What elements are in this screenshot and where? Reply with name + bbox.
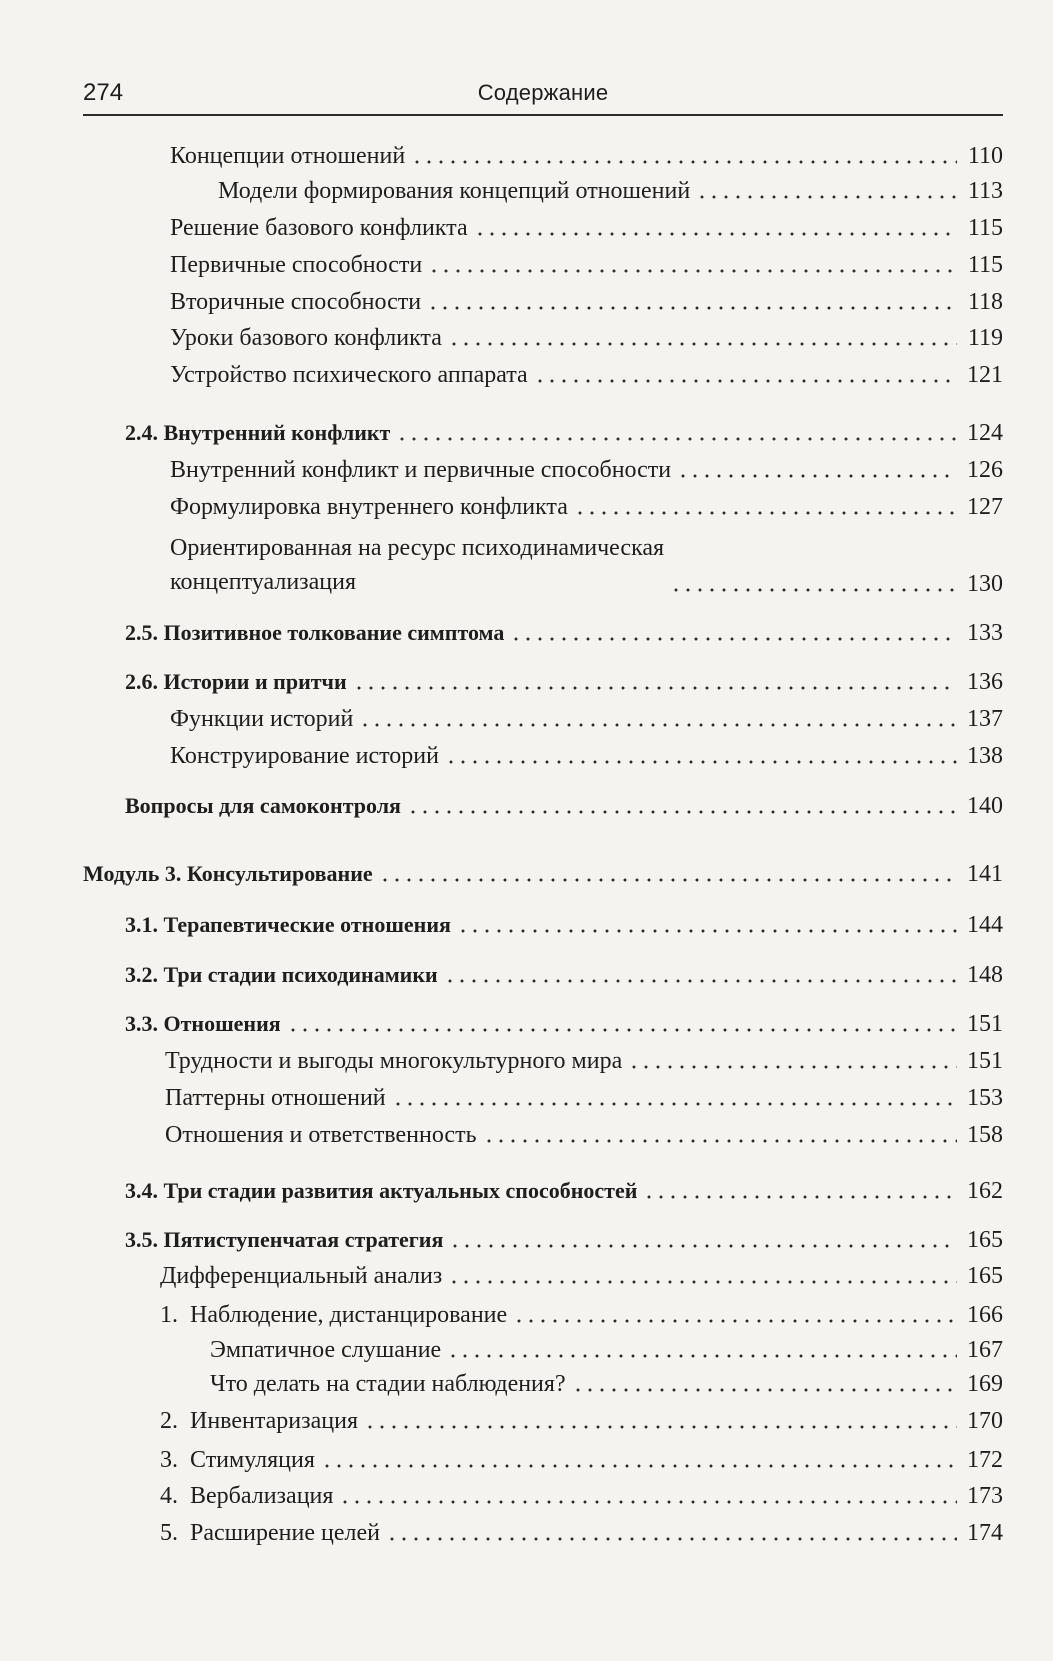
toc-entry-page: 137 [967,706,1003,732]
toc-entry [170,531,1003,599]
toc-entry-title: Устройство психического аппарата [170,362,528,388]
toc-entry-title: Модуль 3. Консультирование [83,861,373,886]
toc-entry-page: 113 [967,178,1003,204]
toc-module-entry [83,859,1003,889]
toc-entry [165,1083,1003,1113]
toc-entry [170,455,1003,485]
toc-entry-page: 115 [967,215,1003,241]
toc-section-entry [125,418,1003,448]
toc-entry-page: 140 [967,793,1003,819]
toc-entry-title: Решение базового конфликта [170,215,468,241]
toc-entry-title: Формулировка внутреннего конфликта [170,494,568,520]
dot-leader [287,1028,957,1032]
dot-leader [457,929,957,933]
toc-entry-title: Что делать на стадии наблюдения? [210,1371,566,1397]
toc-section-entry [125,1009,1003,1039]
toc-entry-page: 165 [967,1263,1003,1289]
toc-entry [210,1335,1003,1365]
step-number: 1. [160,1302,178,1328]
toc-entry-page: 148 [967,962,1003,988]
toc-entry-title: Трудности и выгоды многокультурного мира [165,1048,623,1074]
toc-entry-title: Наблюдение, дистанцирование [190,1302,508,1328]
toc-entry [165,1120,1003,1150]
page-header [83,78,1003,116]
dot-leader [321,1464,957,1468]
dot-leader [427,306,957,310]
toc-entry-title: Эмпатичное слушание [210,1337,442,1363]
toc-entry-title: 3.1. Терапевтические отношения [125,912,451,937]
toc-entry-page: 144 [967,912,1003,938]
toc-entry-title: 3.3. Отношения [125,1011,281,1036]
toc-entry-title: 3.2. Три стадии психодинамики [125,962,438,987]
toc-entry-page: 133 [967,620,1003,646]
toc-entry-title: Вопросы для самоконтроля [125,793,401,818]
toc-entry [170,492,1003,522]
toc-entry-page: 124 [967,420,1003,446]
toc-entry-title: 2.5. Позитивное толкование симптома [125,620,505,645]
toc-entry-page: 170 [967,1408,1003,1434]
toc-entry-page: 153 [967,1085,1003,1111]
dot-leader [483,1139,957,1143]
dot-leader [449,1244,957,1248]
toc-entry-title-line2: концептуализация [170,569,357,595]
toc-entry-title: Модели формирования концепций отношений [218,178,691,204]
dot-leader [364,1425,957,1429]
dot-leader [379,878,957,882]
step-number: 4. [160,1483,178,1509]
toc-entry-page: 173 [967,1483,1003,1509]
dot-leader [574,511,957,515]
toc-entry [160,1481,1003,1511]
toc-entry-title: Паттерны отношений [165,1085,386,1111]
dot-leader [696,195,957,199]
dot-leader [411,160,957,164]
toc-entry-title: 2.6. Истории и притчи [125,669,347,694]
toc-entry [170,141,1003,171]
dot-leader [428,269,957,273]
dot-leader [474,232,957,236]
step-number: 2. [160,1408,178,1434]
toc-entry [170,323,1003,353]
toc-entry-title: Расширение целей [190,1520,380,1546]
toc-entry-page: 136 [967,669,1003,695]
toc-entry-page: 165 [967,1227,1003,1253]
toc-entry-page: 121 [967,362,1003,388]
toc-entry-title: Вербализация [190,1483,334,1509]
toc-section-entry [125,667,1003,697]
dot-leader [447,1354,957,1358]
toc-entry-page: 138 [967,743,1003,769]
toc-entry [160,1261,1003,1291]
toc-entry-title: Инвентаризация [190,1408,358,1434]
dot-leader [444,979,957,983]
dot-leader [670,588,957,592]
toc-section-entry [125,1225,1003,1255]
toc-entry-page: 172 [967,1447,1003,1473]
toc-entry-page: 119 [967,325,1003,351]
dot-leader [407,810,957,814]
toc-entry-page: 118 [967,289,1003,315]
dot-leader [677,474,957,478]
toc-entry-page: 174 [967,1520,1003,1546]
toc-entry-page: 158 [967,1122,1003,1148]
toc-entry-page: 127 [967,494,1003,520]
toc-entry-title: 3.5. Пятиступенчатая стратегия [125,1227,444,1252]
toc-entry-page: 162 [967,1178,1003,1204]
toc-entry-title: Внутренний конфликт и первичные способности [170,457,672,483]
dot-leader [628,1065,957,1069]
toc-entry [170,741,1003,771]
toc-entry-title: Функции историй [170,706,354,732]
step-number: 3. [160,1447,178,1473]
toc-entry [170,213,1003,243]
toc-entry [210,1369,1003,1399]
toc-entry [170,287,1003,317]
dot-leader [572,1388,957,1392]
toc-entry-page: 169 [967,1371,1003,1397]
page-number: 274 [83,79,124,106]
toc-entry-page: 141 [967,861,1003,887]
toc-entry-page: 166 [967,1302,1003,1328]
step-number: 5. [160,1520,178,1546]
toc-section-entry [125,791,1003,821]
dot-leader [448,342,957,346]
toc-entry [170,704,1003,734]
toc-entry-page: 151 [967,1048,1003,1074]
running-title: Содержание [477,80,609,105]
dot-leader [353,686,957,690]
toc-entry-title: 3.4. Три стадии развития актуальных способностей [125,1178,638,1203]
dot-leader [448,1280,957,1284]
dot-leader [359,723,957,727]
toc-entry-page: 151 [967,1011,1003,1037]
dot-leader [386,1537,957,1541]
toc-entry [160,1300,1003,1330]
toc-section-entry [125,618,1003,648]
toc-entry-title: Стимуляция [190,1447,315,1473]
dot-leader [445,760,957,764]
toc-entry [160,1406,1003,1436]
dot-leader [510,637,957,641]
toc-entry-title: Дифференциальный анализ [160,1263,443,1289]
toc-entry-page: 167 [967,1337,1003,1363]
toc-entry [160,1445,1003,1475]
toc-entry-title: Первичные способности [170,252,423,278]
toc-entry-title: Уроки базового конфликта [170,325,442,351]
toc-entry [170,360,1003,390]
toc-entry-title: 2.4. Внутренний конфликт [125,420,391,445]
dot-leader [513,1319,957,1323]
toc-entry-title: Отношения и ответственность [165,1122,477,1148]
toc-entry-page: 130 [967,571,1003,597]
toc-section-entry [125,1176,1003,1206]
toc-section-entry [125,910,1003,940]
toc-section-entry [125,960,1003,990]
toc-entry-title: Вторичные способности [170,289,422,315]
dot-leader [643,1195,957,1199]
toc-entry-title: Концепции отношений [170,143,406,169]
toc-entry [218,176,1003,206]
dot-leader [339,1500,957,1504]
dot-leader [534,379,957,383]
toc-entry-page: 115 [967,252,1003,278]
dot-leader [392,1102,957,1106]
toc-entry [170,250,1003,280]
toc-entry [160,1518,1003,1548]
dot-leader [396,437,957,441]
toc-entry-page: 126 [967,457,1003,483]
toc-entry-title-line1: Ориентированная на ресурс психодинамическая [170,535,665,561]
toc-entry-title: Конструирование историй [170,743,439,769]
toc-entry [165,1046,1003,1076]
toc-entry-page: 110 [967,143,1003,169]
